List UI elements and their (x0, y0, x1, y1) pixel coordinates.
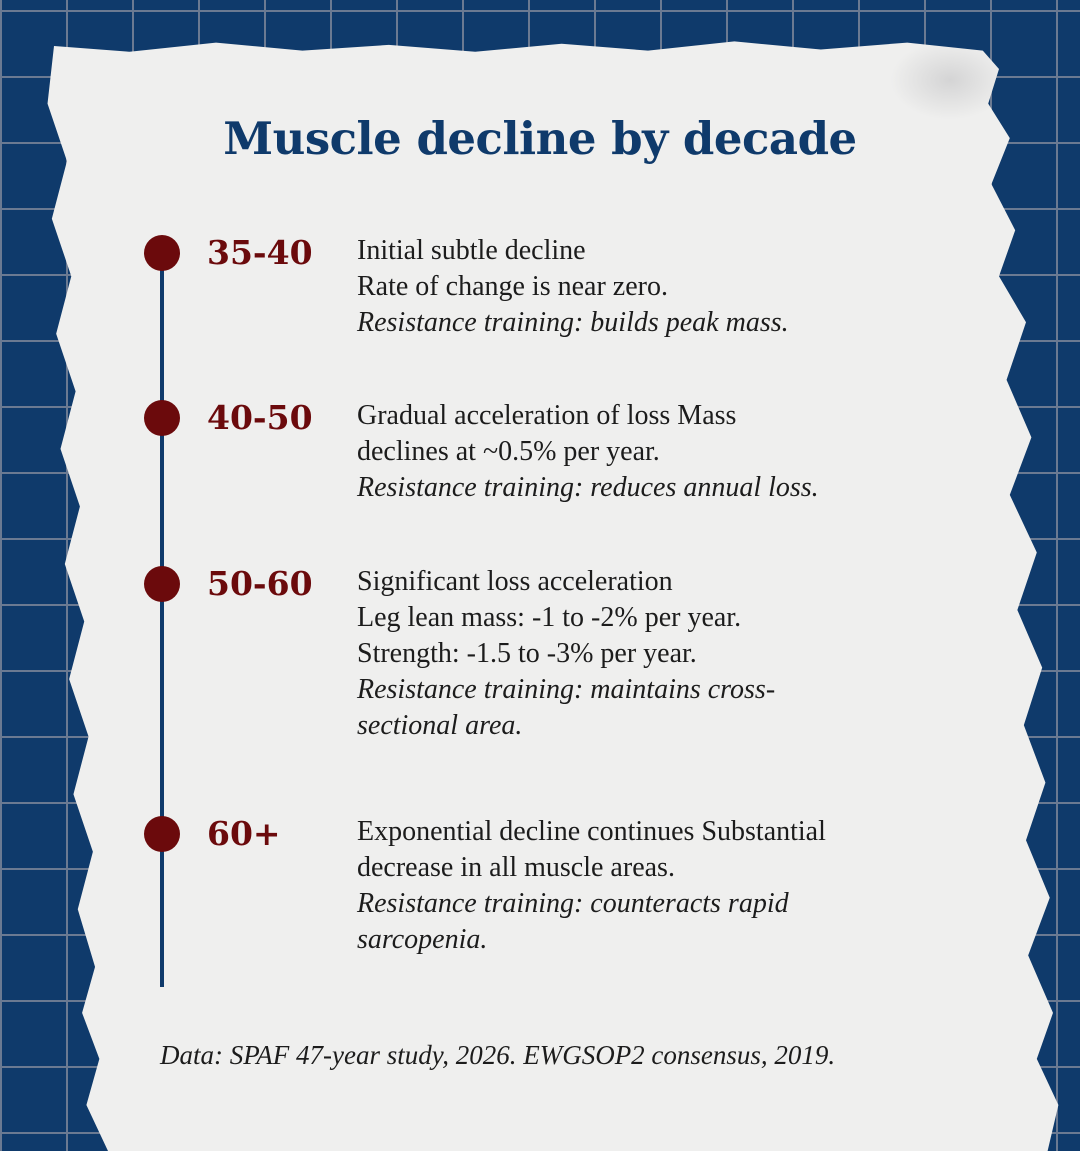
entry-description (357, 564, 857, 744)
decade-label: 50-60 (207, 564, 313, 603)
training-note: Resistance training: counteracts rapid sarcopenia. (357, 888, 789, 955)
decade-label: 35-40 (207, 233, 313, 272)
description-line: Strength: -1.5 to -3% per year. (357, 638, 697, 669)
description-line: Initial subtle decline (357, 235, 586, 266)
timeline-dot-icon (144, 816, 180, 852)
description-line: Gradual acceleration of loss Mass (357, 400, 737, 431)
entry-description (357, 233, 937, 341)
entry-description (357, 398, 937, 506)
source-citation: Data: SPAF 47-year study, 2026. EWGSOP2 consensus, 2019. (160, 1040, 836, 1070)
decade-label: 60+ (207, 814, 281, 853)
timeline-dot-icon (144, 400, 180, 436)
description-line: declines at ~0.5% per year. (357, 436, 660, 467)
timeline-dot-icon (144, 235, 180, 271)
training-note: Resistance training: maintains cross-sectional area. (357, 674, 776, 741)
decade-label: 40-50 (207, 398, 313, 437)
timeline-dot-icon (144, 566, 180, 602)
entry-description (357, 814, 917, 958)
paper-shading (890, 40, 1010, 120)
description-line: Exponential decline continues Substantial decrease in all muscle areas. (357, 816, 826, 883)
training-note: Resistance training: builds peak mass. (357, 307, 789, 338)
training-note: Resistance training: reduces annual loss. (357, 472, 819, 503)
description-line: Leg lean mass: -1 to -2% per year. (357, 602, 742, 633)
page-title: Muscle decline by decade (223, 112, 857, 165)
description-line: Rate of change is near zero. (357, 271, 668, 302)
timeline-line (160, 250, 164, 987)
description-line: Significant loss acceleration (357, 566, 673, 597)
